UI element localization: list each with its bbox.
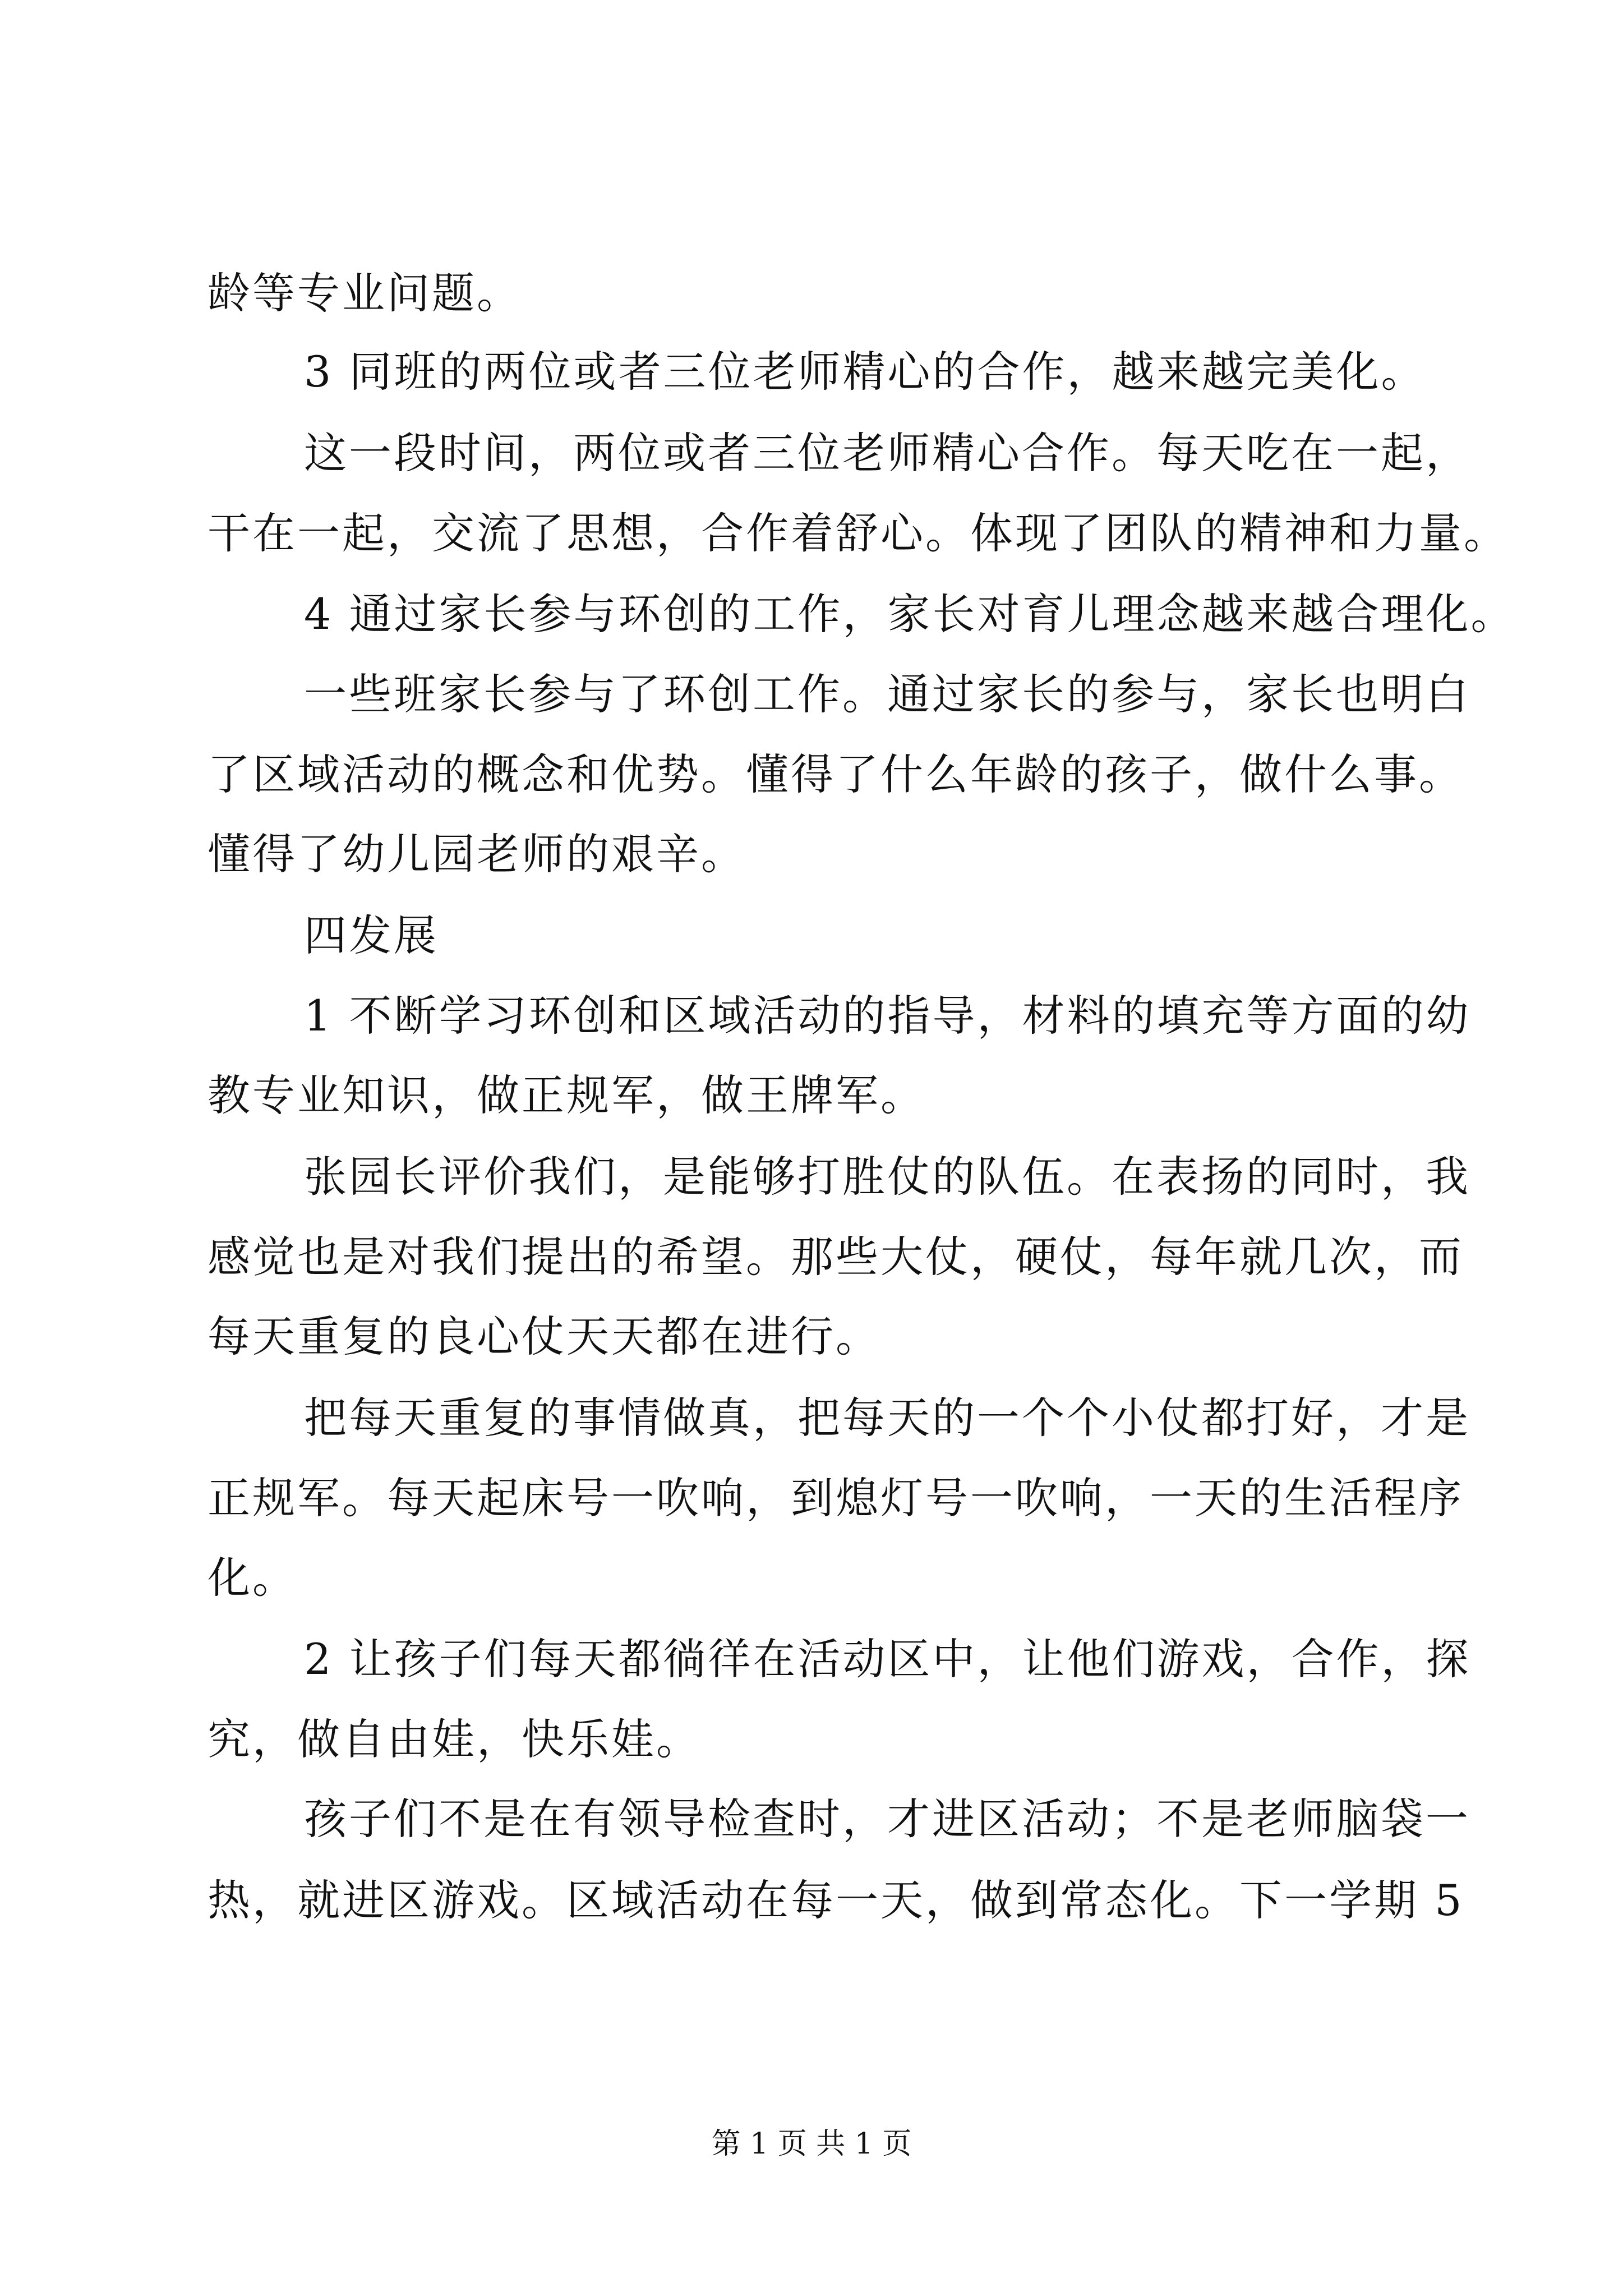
text-line: 把每天重复的事情做真，把每天的一个个小仗都打好，才是 <box>304 1393 1470 1443</box>
text-line: 1 不断学习环创和区域活动的指导，材料的填充等方面的幼 <box>304 991 1471 1041</box>
text-line: 4 通过家长参与环创的工作，家长对育儿理念越来越合理化。 <box>304 589 1516 639</box>
text-line: 这一段时间，两位或者三位老师精心合作。每天吃在一起， <box>304 428 1470 478</box>
text-line: 了区域活动的概念和优势。懂得了什么年龄的孩子，做什么事。 <box>208 749 1464 799</box>
page-footer: 第 1 页 共 1 页 <box>711 2127 912 2161</box>
section-heading: 四发展 <box>304 910 439 960</box>
text-line: 教专业知识，做正规军，做王牌军。 <box>208 1070 925 1120</box>
text-line: 每天重复的良心仗天天都在进行。 <box>208 1312 880 1361</box>
text-line: 孩子们不是在有领导检查时，才进区活动；不是老师脑袋一 <box>304 1794 1470 1844</box>
text-line: 化。 <box>208 1553 297 1603</box>
text-line: 干在一起，交流了思想，合作着舒心。体现了团队的精神和力量。 <box>208 508 1509 558</box>
text-line: 热，就进区游戏。区域活动在每一天，做到常态化。下一学期 5 <box>208 1875 1464 1925</box>
text-line: 感觉也是对我们提出的希望。那些大仗，硬仗，每年就几次，而 <box>208 1232 1464 1282</box>
text-line: 2 让孩子们每天都徜徉在活动区中，让他们游戏，合作，探 <box>304 1634 1471 1684</box>
text-line: 正规军。每天起床号一吹响，到熄灯号一吹响，一天的生活程序 <box>208 1473 1464 1523</box>
text-line: 3 同班的两位或者三位老师精心的合作，越来越完美化。 <box>304 347 1426 397</box>
text-line: 究，做自由娃，快乐娃。 <box>208 1714 701 1764</box>
text-line: 龄等专业问题。 <box>208 268 522 318</box>
text-line: 一些班家长参与了环创工作。通过家长的参与，家长也明白 <box>304 669 1470 719</box>
text-line: 懂得了幼儿园老师的艰辛。 <box>208 829 746 879</box>
text-line: 张园长评价我们，是能够打胜仗的队伍。在表扬的同时，我 <box>304 1152 1470 1202</box>
